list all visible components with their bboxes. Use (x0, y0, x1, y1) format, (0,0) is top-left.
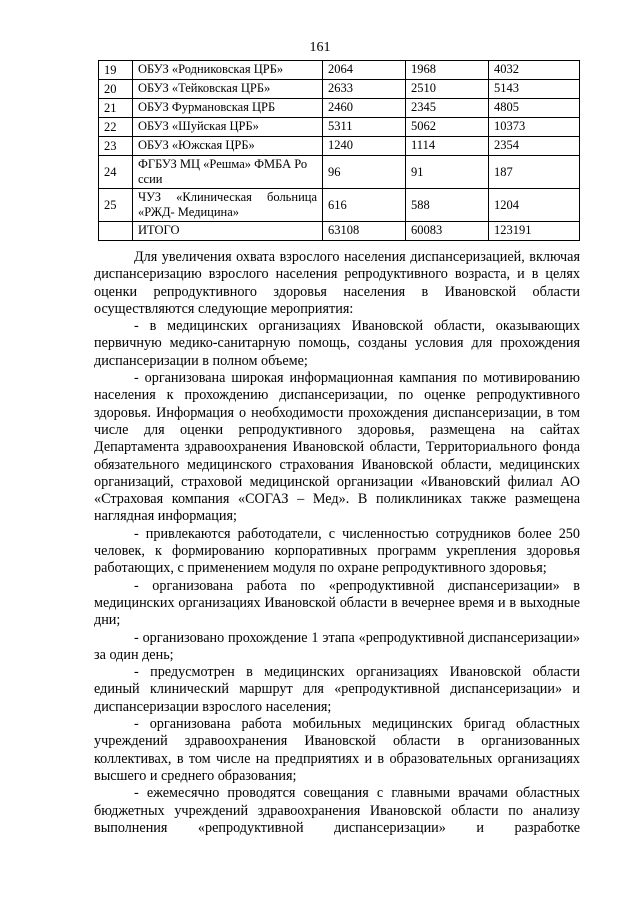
organization-name: ОБУЗ Фурмановская ЦРБ (133, 99, 323, 118)
row-number: 25 (99, 189, 133, 222)
table-row (99, 99, 580, 118)
page-number: 161 (309, 40, 331, 55)
body-text (94, 249, 580, 837)
organization-name: ОБУЗ «Тейковская ЦРБ» (133, 80, 323, 99)
organization-name: ОБУЗ «Шуйская ЦРБ» (133, 118, 323, 137)
paragraph-measure: - привлекаются работодатели, с численностью сотрудников более 250 человек, к формированию корпоративных программ укрепления здоровья работающих, с применением модуля по охране репродуктивного здоровья; (94, 525, 580, 577)
row-number: 21 (99, 99, 133, 118)
total-value: 123191 (489, 222, 580, 241)
organization-name-line: ссии (138, 172, 163, 186)
table-row (99, 61, 580, 80)
value-cell: 588 (406, 189, 489, 222)
value-cell: 91 (406, 156, 489, 189)
row-number: 22 (99, 118, 133, 137)
value-cell: 187 (489, 156, 580, 189)
paragraph-intro: Для увеличения охвата взрослого населения диспансеризацией, включая диспансеризацию взрослого населения репродуктивного возраста, и в целях оценки репродуктивного здоровья населения в Ивановской области осуществляются следующие мероприятия: (94, 249, 580, 317)
organization-name: ОБУЗ «Родниковская ЦРБ» (133, 61, 323, 80)
paragraph-measure: - организована широкая информационная кампания по мотивированию населения к прохождению диспансеризации, по оценке репродуктивного здоровья. Информация о необходимости прохождения диспансеризации, в том числе для оценки репродуктивного здоровья, размещена на сайтах Департамента здравоохранения Ивановской области, Территориального фонда обязательного медицинского страхования Ивановской области, медицинских организаций, страховой медицинской организации «Ивановский филиал АО «Страховая компания «СОГАЗ – Мед». В поликлиниках также размещена наглядная информация; (94, 370, 580, 525)
paragraph-measure: - организована работа по «репродуктивной диспансеризации» в медицинских организациях Ивановской области в вечернее время и в выходные дни; (94, 577, 580, 629)
organization-name-line: ФГБУЗ МЦ «Решма» ФМБА Ро (138, 157, 308, 171)
organization-name: ОБУЗ «Южская ЦРБ» (133, 137, 323, 156)
value-cell: 616 (323, 189, 406, 222)
data-table (98, 60, 580, 241)
value-cell: 2354 (489, 137, 580, 156)
total-value: 60083 (406, 222, 489, 241)
empty-cell (99, 222, 133, 241)
value-cell: 10373 (489, 118, 580, 137)
organization-name-line: «РЖД- Медицина» (138, 205, 240, 219)
value-cell: 1114 (406, 137, 489, 156)
paragraph-measure: - организовано прохождение 1 этапа «репродуктивной диспансеризации» за один день; (94, 629, 580, 663)
organization-name-line: ЧУЗ «Клиническая больница (138, 190, 317, 204)
value-cell: 1968 (406, 61, 489, 80)
table-row (99, 118, 580, 137)
organization-name (133, 189, 323, 222)
paragraph-measure: - в медицинских организациях Ивановской области, оказывающих первичную медико-санитарную помощь, созданы условия для прохождения диспансеризации в полном объеме; (94, 318, 580, 369)
value-cell: 2633 (323, 80, 406, 99)
table-row (99, 189, 580, 222)
organization-name (133, 156, 323, 189)
value-cell: 5062 (406, 118, 489, 137)
row-number: 24 (99, 156, 133, 189)
total-value: 63108 (323, 222, 406, 241)
value-cell: 1240 (323, 137, 406, 156)
value-cell: 4805 (489, 99, 580, 118)
row-number: 23 (99, 137, 133, 156)
total-label: ИТОГО (133, 222, 323, 241)
paragraph-measure: - предусмотрен в медицинских организациях Ивановской области единый клинический маршрут для «репродуктивной диспансеризации» и диспансеризации взрослого населения; (94, 664, 580, 715)
value-cell: 5143 (489, 80, 580, 99)
paragraph-measure: - ежемесячно проводятся совещания с главными врачами областных бюджетных учреждений здравоохранения Ивановской области по анализу выполнения «репродуктивной диспансеризации» и разработке (94, 785, 580, 836)
table-row (99, 156, 580, 189)
value-cell: 2345 (406, 99, 489, 118)
value-cell: 1204 (489, 189, 580, 222)
row-number: 20 (99, 80, 133, 99)
row-number: 19 (99, 61, 133, 80)
value-cell: 2460 (323, 99, 406, 118)
value-cell: 2064 (323, 61, 406, 80)
value-cell: 2510 (406, 80, 489, 99)
table-total-row (99, 222, 580, 241)
value-cell: 5311 (323, 118, 406, 137)
table-row (99, 137, 580, 156)
paragraph-measure: - организована работа мобильных медицинских бригад областных учреждений здравоохранения Ивановской области в организованных коллективах, в том числе на предприятиях и в образовательных организациях высшего и среднего образования; (94, 716, 580, 784)
value-cell: 96 (323, 156, 406, 189)
table-row (99, 80, 580, 99)
value-cell: 4032 (489, 61, 580, 80)
